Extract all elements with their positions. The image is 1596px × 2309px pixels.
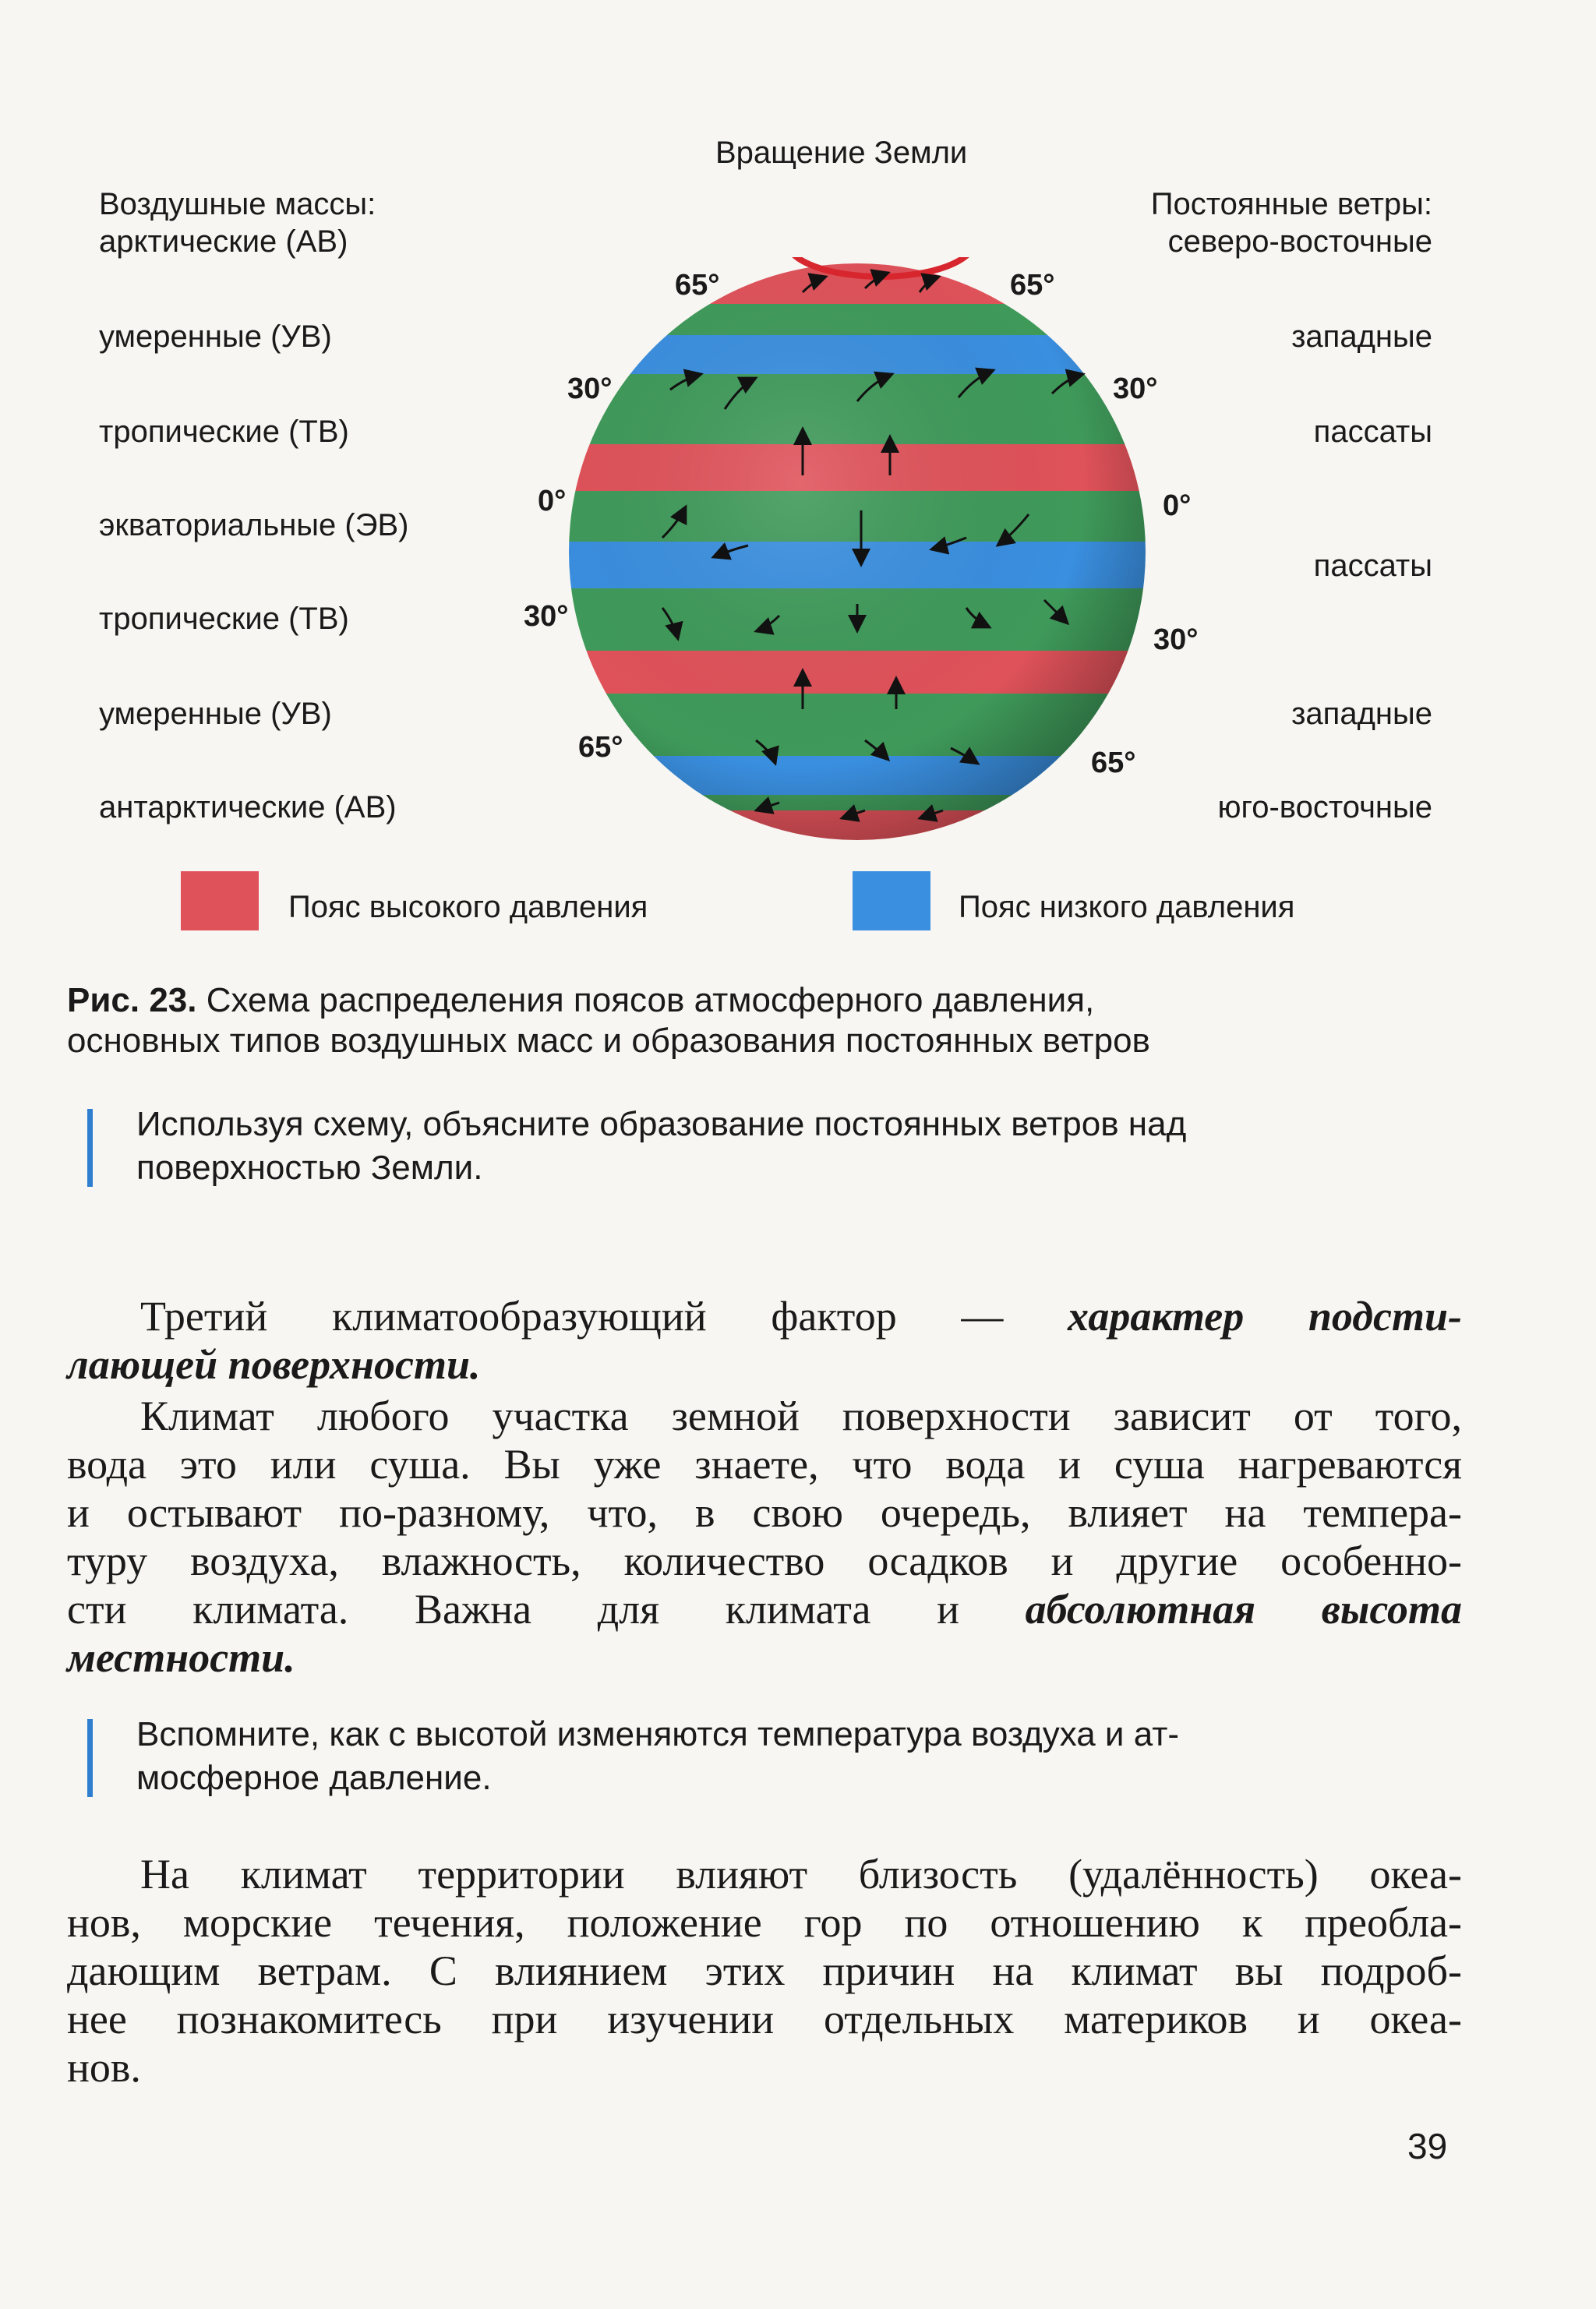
air-mass-antarctic: антарктические (АВ)	[99, 790, 397, 824]
question-block-2	[94, 1713, 1465, 1800]
legend-high-label: Пояс высокого давления	[288, 890, 648, 924]
wind-northeast: северо-восточные	[1167, 224, 1432, 259]
lat-s30-left: 30°	[524, 600, 569, 633]
question-1-line-2: поверхностью Земли.	[136, 1149, 483, 1187]
legend-low-label: Пояс низкого давления	[959, 890, 1295, 924]
air-mass-temperate-n: умеренные (УВ)	[99, 320, 332, 354]
question-bar	[87, 1719, 93, 1797]
wind-trade-n: пассаты	[1313, 415, 1432, 449]
paragraph-2-line-1: Климат любого участка земной поверхности зависит от того,	[140, 1393, 1462, 1439]
air-mass-equatorial: экваториальные (ЭВ)	[99, 508, 409, 542]
lat-n65-right: 65°	[1010, 269, 1055, 302]
lat-n65-left: 65°	[675, 269, 720, 302]
air-masses-header: Воздушные массы:	[99, 187, 376, 221]
air-mass-tropical-s: тропические (ТВ)	[99, 602, 349, 636]
paragraph-2-line-2: вода это или суша. Вы уже знаете, что вода и суша нагреваются	[67, 1441, 1462, 1488]
lat-s30-right: 30°	[1153, 623, 1199, 656]
question-2-line-1: Вспомните, как с высотой изменяются температура воздуха и ат-	[136, 1715, 1180, 1753]
caption-line-2: основных типов воздушных масс и образования постоянных ветров	[67, 1022, 1150, 1060]
paragraph-3-line-4: нее познакомитесь при изучении отдельных материков и океа-	[67, 1996, 1462, 2042]
lat-s65-left: 65°	[578, 731, 623, 764]
term-underlying-surface-cont: лающей поверхности.	[67, 1341, 481, 1388]
question-1	[94, 1103, 1465, 1190]
lat-n30-right: 30°	[1113, 372, 1158, 405]
question-2-line-2: мосферное давление.	[136, 1759, 492, 1797]
lat-n30-left: 30°	[567, 372, 613, 405]
question-2	[94, 1713, 1465, 1800]
wind-trade-s: пассаты	[1313, 549, 1432, 583]
paragraph-2-line-3: и остывают по-разному, что, в свою очередь, влияет на темпера-	[67, 1489, 1462, 1536]
term-absolute-altitude-cont: местности.	[67, 1634, 295, 1681]
globe-diagram	[546, 257, 1169, 842]
paragraph-1	[67, 1292, 1462, 1389]
question-bar	[87, 1109, 93, 1187]
paragraph-3-line-1: На климат территории влияют близость (удалённость) океа-	[140, 1851, 1462, 1898]
paragraph-2	[67, 1392, 1462, 1682]
air-mass-arctic: арктические (АВ)	[99, 224, 348, 259]
legend-high-swatch	[181, 871, 259, 930]
question-1-line-1: Используя схему, объясните образование постоянных ветров над	[136, 1105, 1187, 1143]
air-mass-temperate-s: умеренные (УВ)	[99, 697, 332, 731]
paragraph-3-line-3: дающим ветрам. С влиянием этих причин на климат вы подроб-	[67, 1947, 1462, 1994]
winds-header: Постоянные ветры:	[1150, 187, 1432, 221]
question-block-1	[94, 1103, 1465, 1190]
legend-low-swatch	[853, 871, 930, 930]
term-underlying-surface: характер подсти-	[1068, 1293, 1462, 1340]
wind-southeast: юго-восточные	[1217, 790, 1432, 824]
lat-eq-left: 0°	[538, 485, 567, 517]
paragraph-1-text: Третий климатообразующий фактор —	[140, 1293, 1068, 1340]
paragraph-2-line-5-text: сти климата. Важна для климата и	[67, 1586, 1026, 1633]
lat-s65-right: 65°	[1091, 747, 1136, 779]
wind-westerly-n: западные	[1291, 320, 1432, 354]
rotation-label: Вращение Земли	[715, 136, 968, 170]
lat-eq-right: 0°	[1163, 489, 1192, 522]
wind-westerly-s: западные	[1291, 697, 1432, 731]
paragraph-2-line-5	[67, 1585, 1462, 1633]
paragraph-3	[67, 1850, 1462, 2092]
caption-line-1: Схема распределения поясов атмосферного давления,	[206, 981, 1095, 1019]
air-mass-tropical-n: тропические (ТВ)	[99, 415, 349, 449]
paragraph-3-line-2: нов, морские течения, положение гор по отношению к преобла-	[67, 1899, 1462, 1946]
paragraph-3-line-5: нов.	[67, 2044, 141, 2091]
term-absolute-altitude: абсолютная высота	[1025, 1586, 1462, 1633]
caption-number: Рис. 23.	[67, 981, 197, 1019]
page-number: 39	[1407, 2126, 1448, 2166]
paragraph-1-line-1	[67, 1292, 1462, 1340]
paragraph-2-line-4: туру воздуха, влажность, количество осадков и другие особенно-	[67, 1538, 1462, 1584]
figure-caption	[67, 980, 1150, 1061]
